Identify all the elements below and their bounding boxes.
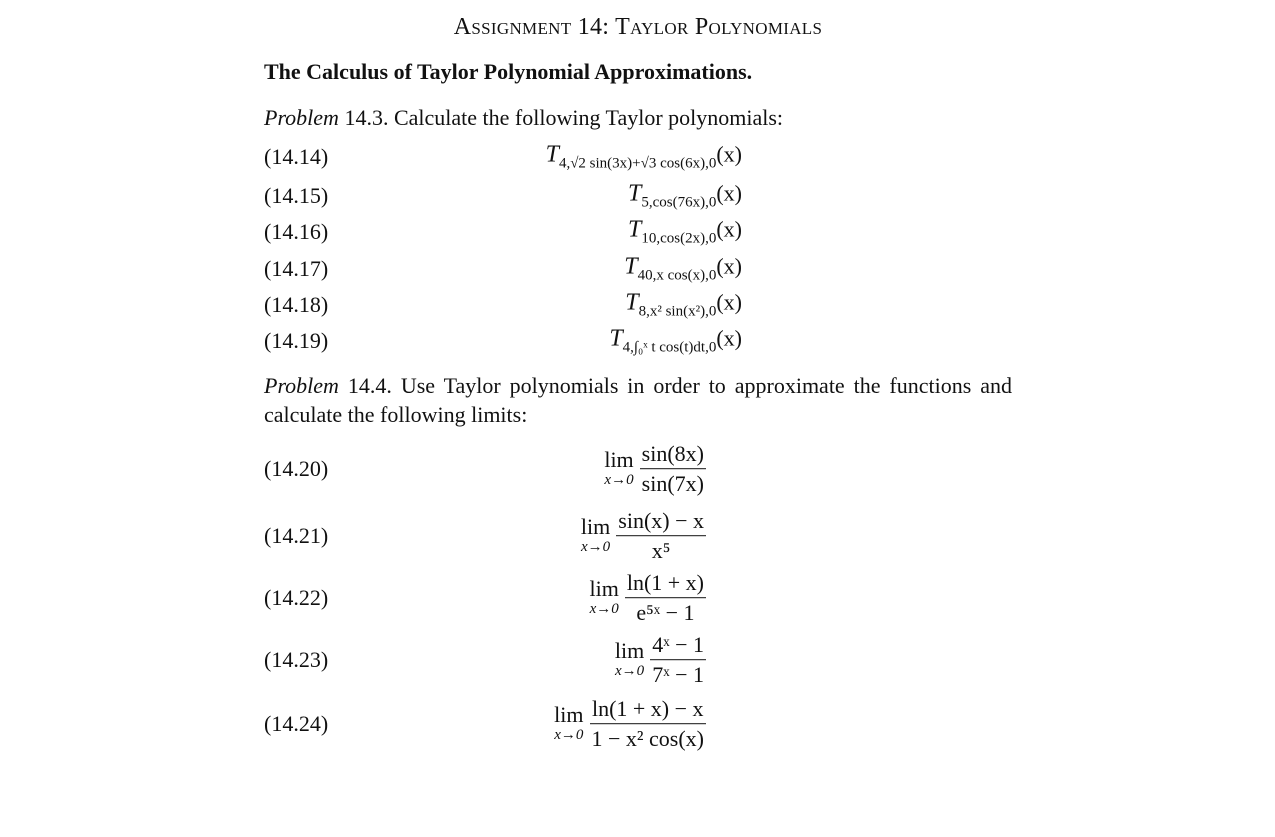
equation-number: (14.14) (264, 144, 329, 169)
section-heading: The Calculus of Taylor Polynomial Approximations. (264, 59, 753, 84)
equation-number: (14.18) (264, 292, 329, 317)
equation-14-23 (264, 630, 1012, 690)
fraction-denominator: 7ˣ − 1 (652, 662, 704, 688)
fraction-numerator: ln(1 + x) (625, 570, 706, 598)
fraction-numerator: 4ˣ − 1 (650, 632, 706, 660)
lim-subscript: x→0 (589, 601, 619, 618)
problem-number: 14.3. (344, 105, 389, 130)
equation-number: (14.24) (264, 711, 329, 736)
equation-14-24 (264, 694, 1012, 754)
limit-expression (615, 632, 706, 688)
limit-expression (589, 570, 706, 626)
equation-number: (14.19) (264, 328, 329, 353)
problem-label: Problem (264, 105, 339, 130)
equation-14-14 (264, 139, 1012, 175)
problem-text: Calculate the following Taylor polynomials: (393, 105, 784, 130)
equation-14-21 (264, 506, 1012, 566)
taylor-expression: $T_{5,cos(76x),0}(x)$ (627, 180, 742, 211)
equation-14-20 (264, 438, 1012, 500)
taylor-expression: $T_{4,\int_0ˣ t cos(t)dt,0}(x)$ (609, 325, 742, 356)
equation-14-22 (264, 568, 1012, 628)
problem-14-3 (264, 103, 1012, 132)
lim-subscript: x→0 (581, 539, 611, 556)
problem-number: 14.4. (347, 373, 392, 398)
equation-14-17 (264, 251, 1012, 287)
lim-operator: lim (580, 514, 611, 540)
taylor-expression: $T_{40,x cos(x),0}(x)$ (624, 253, 742, 284)
lim-operator: lim (604, 447, 634, 473)
taylor-expression: $T_{4,√2 sin(3x)+√3 cos(6x),0}(x)$ (545, 141, 742, 172)
taylor-subscript: 5,cos(76x),0 (641, 194, 717, 211)
limit-expression (554, 696, 706, 752)
lim-operator: lim (614, 638, 645, 664)
lim-subscript: x→0 (554, 727, 584, 744)
equation-number: (14.23) (264, 647, 329, 672)
fraction-denominator: 1 − x² cos(x) (591, 726, 704, 752)
limit-expression (581, 508, 706, 564)
lim-subscript: x→0 (604, 472, 634, 489)
taylor-subscript: 40,x cos(x),0 (637, 267, 717, 284)
taylor-expression: $T_{8,x^2 sin(x^2),0}(x)$ (625, 289, 742, 320)
fraction-numerator: sin(x) − x (616, 508, 706, 536)
taylor-expression: $T_{10,cos(2x),0}(x)$ (627, 216, 742, 247)
equation-14-16 (264, 214, 1012, 250)
problem-14-4 (264, 371, 1012, 429)
equation-number: (14.17) (264, 256, 329, 281)
taylor-subscript: 10,cos(2x),0 (641, 230, 717, 247)
taylor-subscript: 8,x² sin(x²),0 (638, 303, 717, 320)
document-page (264, 0, 1012, 837)
equation-14-15 (264, 178, 1012, 214)
lim-operator: lim (589, 576, 619, 602)
assignment-title: Assignment 14: Taylor Polynomials (453, 14, 823, 40)
fraction-numerator: sin(8x) (640, 441, 706, 469)
limit-expression (604, 441, 706, 497)
equation-number: (14.22) (264, 585, 329, 610)
equation-number: (14.15) (264, 183, 329, 208)
problem-text: Use Taylor polynomials in order to approximate the functions and calculate the following limits: (264, 373, 1013, 427)
fraction-denominator: x⁵ (651, 538, 671, 564)
taylor-subscript: 4,∫₀ˣ t cos(t)dt,0 (622, 339, 717, 356)
lim-operator: lim (554, 702, 584, 728)
fraction-numerator: ln(1 + x) − x (590, 696, 706, 724)
fraction-denominator: sin(7x) (641, 471, 704, 497)
equation-number: (14.20) (264, 456, 329, 481)
equation-number: (14.16) (264, 219, 329, 244)
lim-subscript: x→0 (614, 663, 645, 680)
taylor-subscript: 4,√2 sin(3x)+√3 cos(6x),0 (558, 155, 717, 172)
problem-label: Problem (264, 373, 339, 398)
equation-number: (14.21) (264, 523, 329, 548)
fraction-denominator: e⁵ˣ − 1 (636, 600, 695, 626)
equation-14-18 (264, 287, 1012, 323)
equation-14-19 (264, 323, 1012, 359)
